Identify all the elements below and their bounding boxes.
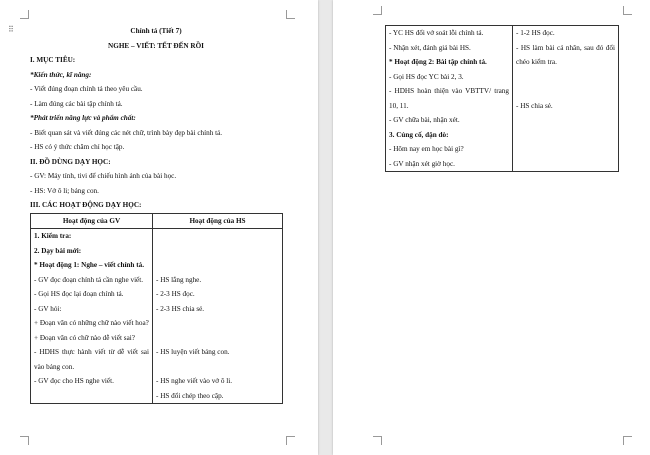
- document-page-1: [0, 0, 318, 455]
- move-handle-icon[interactable]: ⠿: [8, 25, 14, 34]
- crop-mark: [20, 10, 29, 19]
- gv-line: - GV hỏi:: [34, 304, 62, 313]
- gv-line: - GV chữa bài, nhận xét.: [389, 116, 460, 124]
- objective-item: - Viết đúng đoạn chính tả theo yêu cầu.: [30, 85, 143, 93]
- hs-line: - HS nghe viết vào vở ô li.: [156, 377, 233, 385]
- hs-line: - HS chia sẻ.: [516, 101, 553, 110]
- gv-line: - YC HS đổi vở soát lỗi chính tả.: [389, 29, 484, 37]
- hs-line: - HS đổi chép theo cặp.: [156, 391, 224, 400]
- gv-line: - Gọi HS đọc lại đoạn chính tả.: [34, 290, 124, 298]
- gv-line: * Hoạt động 1: Nghe – viết chính tả.: [34, 261, 145, 269]
- table-header-row: [31, 213, 283, 229]
- hs-line: - HS lắng nghe.: [156, 275, 202, 284]
- student-column-header: Hoạt động của HS: [153, 213, 283, 229]
- gv-line: 1. Kiểm tra:: [34, 232, 72, 240]
- teacher-column-header: Hoạt động của GV: [31, 213, 153, 229]
- hs-line: - HS luyện viết bảng con.: [156, 348, 230, 356]
- page-2-body: [385, 25, 618, 172]
- hs-line: - HS làm bài cá nhân, sau đó đổi chéo kiểm tra.: [516, 43, 615, 66]
- table-row: [386, 26, 619, 172]
- crop-mark: [373, 6, 382, 15]
- gv-line: - GV nhận xét giờ học.: [389, 159, 455, 168]
- hs-line: - 2-3 HS đọc.: [156, 290, 195, 298]
- student-activities-cell: [153, 229, 283, 404]
- section-objectives-heading: I. MỤC TIÊU:: [30, 56, 76, 64]
- student-activities-cell: [513, 26, 619, 172]
- section-materials-heading: II. ĐỒ DÙNG DẠY HỌC:: [30, 157, 111, 166]
- lesson-title: Chính tả (Tiết 7): [130, 27, 182, 35]
- activities-table-continued: [385, 25, 619, 172]
- gv-line: - GV đọc cho HS nghe viết.: [34, 377, 114, 385]
- gv-line: - HDHS hoàn thiện vào VBTTV/ trang 10, 11.: [389, 87, 509, 110]
- materials-item: - GV: Máy tính, tivi để chiếu hình ảnh của bài học.: [30, 172, 177, 180]
- gv-line: - HDHS thực hành viết từ dễ viết sai vào bảng con.: [34, 348, 149, 371]
- table-row: [31, 229, 283, 404]
- competency-heading: *Phát triển năng lực và phẩm chất:: [30, 114, 136, 122]
- gv-line: 3. Củng cố, dặn dò:: [389, 130, 449, 139]
- gv-line: - GV đọc đoạn chính tả cần nghe viết.: [34, 275, 144, 284]
- lesson-subtitle: NGHE – VIẾT: TẾT ĐẾN RỒI: [108, 41, 204, 50]
- crop-mark: [623, 6, 632, 15]
- competency-item: - Biết quan sát và viết đúng các nét chữ, trình bày đẹp bài chính tả.: [30, 128, 223, 137]
- hs-line: - 2-3 HS chia sẻ.: [156, 304, 205, 313]
- competency-item: - HS có ý thức chăm chỉ học tập.: [30, 143, 125, 151]
- activities-table: [30, 213, 283, 405]
- gv-line: - Hôm nay em học bài gì?: [389, 145, 464, 153]
- teacher-activities-cell: [31, 229, 153, 404]
- gv-line: - Nhận xét, đánh giá bài HS.: [389, 43, 471, 52]
- knowledge-skills-heading: *Kiến thức, kĩ năng:: [30, 70, 92, 79]
- crop-mark: [373, 436, 382, 445]
- gv-line: * Hoạt động 2: Bài tập chính tả.: [389, 58, 487, 66]
- gv-line: + Đoạn văn có những chữ nào viết hoa?: [34, 319, 149, 327]
- gv-line: + Đoạn văn có chữ nào dễ viết sai?: [34, 333, 135, 342]
- page-1-body: [30, 24, 282, 404]
- section-activities-heading: III. CÁC HOẠT ĐỘNG DẠY HỌC:: [30, 201, 142, 209]
- crop-mark: [286, 436, 295, 445]
- gv-line: 2. Dạy bài mới:: [34, 246, 82, 255]
- gv-line: - Gọi HS đọc YC bài 2, 3.: [389, 72, 464, 81]
- teacher-activities-cell: [386, 26, 513, 172]
- crop-mark: [623, 436, 632, 445]
- crop-mark: [20, 436, 29, 445]
- objective-item: - Làm đúng các bài tập chính tả.: [30, 99, 123, 108]
- document-page-2: [333, 0, 650, 455]
- crop-mark: [286, 10, 295, 19]
- hs-line: - 1-2 HS đọc.: [516, 29, 555, 37]
- materials-item: - HS: Vở ô li; bảng con.: [30, 186, 99, 195]
